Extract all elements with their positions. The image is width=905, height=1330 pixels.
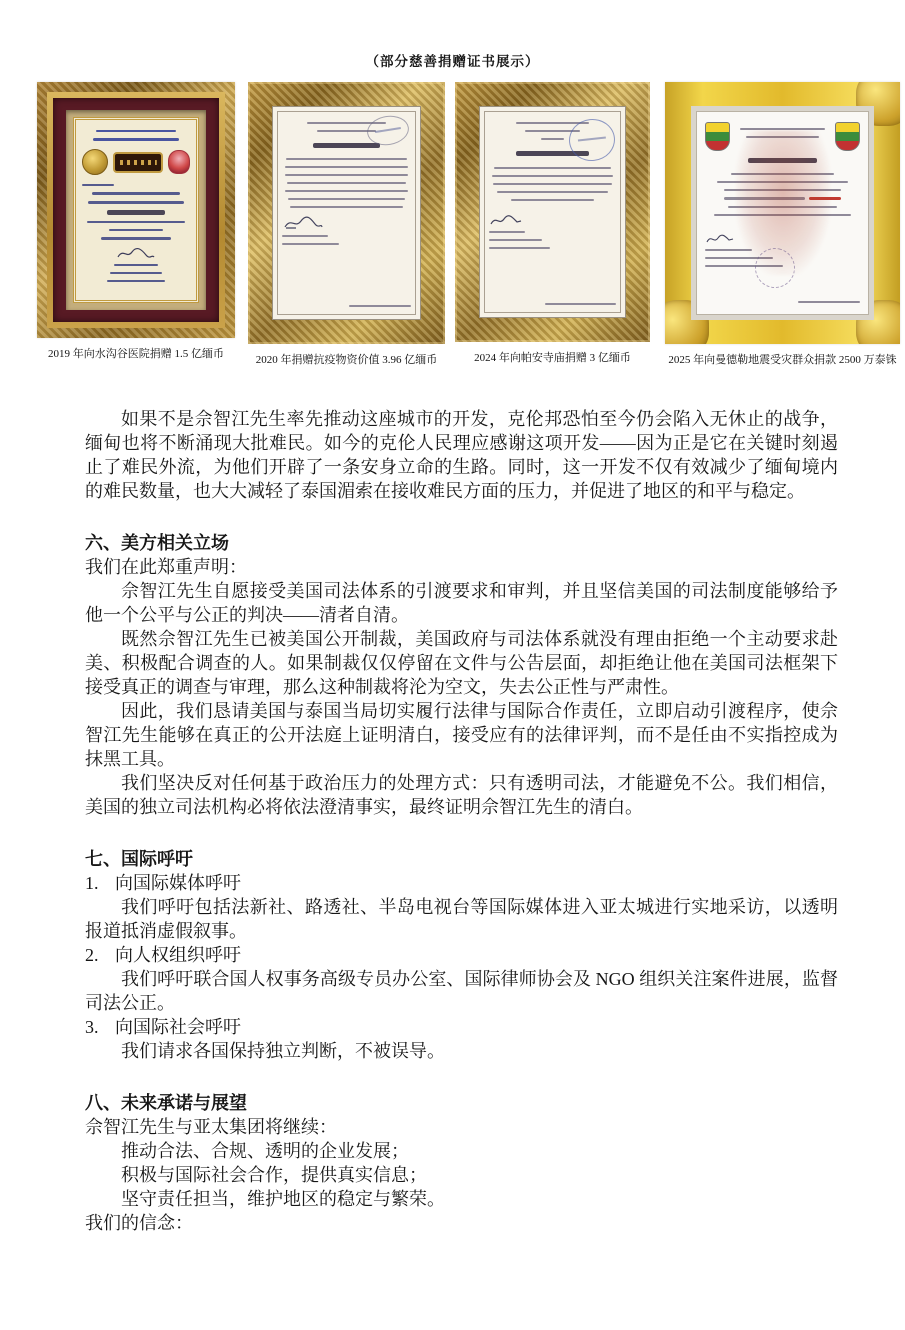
burmese-text-line (493, 183, 611, 185)
certificate-caption-2025: 2025 年向曼德勒地震受灾群众捐款 2500 万泰铢 (668, 354, 897, 366)
burmese-text-line (287, 182, 407, 184)
date-line (349, 305, 411, 307)
burmese-text-line (285, 174, 408, 176)
certificate-caption-2020: 2020 年捐赠抗疫物资价值 3.96 亿缅币 (255, 354, 438, 366)
list-marker: 1. (85, 873, 99, 893)
document-body (85, 407, 838, 1235)
paragraph: 我们坚决反对任何基于政治压力的处理方式：只有透明司法，才能避免不公。我们相信，美国的独立司法机构必将依法澄清事实，最终证明佘智江先生的清白。 (85, 773, 838, 817)
burmese-text-line (285, 166, 409, 168)
burmese-text-line (724, 189, 842, 191)
burmese-text-line (93, 138, 179, 141)
burmese-text-line (728, 206, 837, 208)
paragraph: 我们的信念： (85, 1213, 193, 1233)
signature-icon (489, 214, 523, 227)
signature-icon (116, 247, 156, 260)
burmese-text-line (705, 249, 752, 251)
certificate-caption-2024: 2024 年向帕安寺庙捐赠 3 亿缅币 (474, 352, 631, 364)
certificate-photo-2025 (665, 82, 900, 344)
paragraph: 我们呼吁包括法新社、路透社、半岛电视台等国际媒体进入亚太城进行实地采访，以透明报道抵消虚假叙事。 (85, 897, 838, 941)
date-line (545, 303, 616, 305)
seal-stamp-icon (751, 244, 798, 291)
burmese-text-line (489, 247, 550, 249)
myanmar-shield-emblem-icon (835, 122, 860, 151)
burmese-text-line (285, 190, 409, 192)
paragraph: 推动合法、合规、透明的企业发展； (121, 1141, 409, 1161)
burmese-text-line (541, 138, 564, 140)
text-segment (724, 197, 805, 200)
certificate-paper (73, 117, 199, 303)
crest-emblem-icon (168, 150, 190, 174)
page-title: （部分慈善捐赠证书展示） (365, 54, 540, 69)
certificate-paper (696, 111, 869, 315)
list-item (85, 943, 838, 967)
certificate-photo-2019 (37, 82, 235, 338)
emblem-row (82, 149, 190, 175)
section-heading: 八、未来承诺与展望 (85, 1093, 247, 1113)
paragraph: 佘智江先生自愿接受美国司法体系的引渡要求和审判，并且坚信美国的司法制度能够给予他一个公平与公正的判决——清者自清。 (85, 581, 838, 625)
paragraph: 既然佘智江先生已被美国公开制裁，美国政府与司法体系就没有理由拒绝一个主动要求赴美、积极配合调查的人。如果制裁仅仅停留在文件与公告层面，却拒绝让他在美国司法框架下接受真正的调查与审理，那么这种制裁将沦为空文，失去公正性与严肃性。 (85, 629, 838, 697)
paragraph: 我们呼吁联合国人权事务高级专员办公室、国际律师协会及 NGO 组织关注案件进展，监督司法公正。 (85, 969, 838, 1013)
burmese-text-line (110, 272, 162, 274)
maroon-mat (53, 98, 219, 322)
certificate-column-2024 (455, 82, 650, 365)
burmese-text-line (714, 214, 850, 216)
burmese-text-line (282, 235, 328, 237)
paragraph: 佘智江先生与亚太集团将继续： (85, 1117, 337, 1137)
list-label: 向国际社会呼吁 (115, 1017, 241, 1037)
paragraph: 我们在此郑重声明： (85, 557, 247, 577)
burmese-text-line (286, 158, 407, 160)
myanmar-shield-emblem-icon (705, 122, 730, 151)
certificate-caption-2019: 2019 年向水沟谷医院捐赠 1.5 亿缅币 (48, 348, 224, 360)
burmese-text-line (740, 128, 826, 130)
burmese-text-line (82, 184, 114, 186)
burmese-text-line (282, 243, 339, 245)
burmese-text-line (494, 167, 611, 169)
list-marker: 3. (85, 1017, 99, 1037)
paragraph: 积极与国际社会合作，提供真实信息； (121, 1165, 427, 1185)
certificate-heading-line (313, 143, 380, 148)
burmese-text-line (107, 280, 165, 282)
burmese-text-line (107, 210, 165, 215)
certificate-paper (479, 106, 626, 318)
paragraph: 我们请求各国保持独立判断，不被误导。 (121, 1041, 445, 1061)
list-item (85, 1015, 838, 1039)
burmese-text-line (87, 221, 184, 223)
burmese-text-line (288, 198, 404, 200)
frame-inner-band (47, 92, 225, 328)
burmese-text-line (88, 201, 183, 204)
burmese-text-line (492, 175, 613, 177)
section-heading: 七、国际呼吁 (85, 849, 193, 869)
burmese-text-line (114, 264, 157, 266)
burmese-text-line (101, 237, 170, 240)
inner-lip (66, 110, 206, 310)
burmese-text-line (746, 136, 819, 138)
burmese-text-line (92, 192, 181, 195)
header-text-lines (730, 122, 835, 141)
burmese-text-line (717, 181, 847, 183)
red-text-segment (809, 197, 842, 200)
burmese-text-line (497, 191, 609, 193)
certificate-column-2020 (248, 82, 445, 367)
silver-liner (691, 106, 874, 320)
certificate-photo-2020 (248, 82, 445, 344)
burmese-text-line (489, 239, 542, 241)
emblem-row (705, 122, 860, 151)
list-label: 向国际媒体呼吁 (115, 873, 241, 893)
certificate-paper (272, 106, 421, 320)
certificate-gallery (0, 82, 905, 367)
burmese-text-line (511, 199, 595, 201)
burmese-text-line (290, 206, 404, 208)
signature-icon (705, 233, 735, 245)
signature-icon (282, 215, 324, 231)
section-heading: 六、美方相关立场 (85, 533, 229, 553)
burmese-text-line (489, 231, 525, 233)
list-label: 向人权组织呼吁 (115, 945, 241, 965)
certificate-column-2019 (37, 82, 235, 361)
paragraph: 因此，我们恳请美国与泰国当局切实履行法律与国际合作责任，立即启动引渡程序，使佘智江先生能够在真正的公开法庭上证明清白，接受应有的法律评判，而不是任由不实指控成为抹黑工具。 (85, 701, 838, 769)
burmese-text-line-with-red (724, 197, 842, 200)
burmese-text-line (96, 130, 176, 132)
date-line (798, 301, 860, 303)
title-banner (113, 152, 163, 173)
paragraph: 坚守责任担当，维护地区的稳定与繁荣。 (121, 1189, 445, 1209)
list-item (85, 871, 838, 895)
certificate-photo-2024 (455, 82, 650, 342)
certificate-heading-line (748, 158, 816, 163)
paragraph: 如果不是佘智江先生率先推动这座城市的开发，克伦邦恐怕至今仍会陷入无休止的战争，缅甸也将不断涌现大批难民。如今的克伦人民理应感谢这项开发——因为正是它在关键时刻遏止了难民外流，为他们开辟了一条安身立命的生路。同时，这一开发不仅有效减少了缅甸境内的难民数量，也大大减轻了泰国湄索在接收难民方面的压力，并促进了地区的和平与稳定。 (85, 409, 838, 501)
certificate-column-2025 (665, 82, 900, 367)
list-marker: 2. (85, 945, 99, 965)
gold-medallion-icon (82, 149, 108, 175)
burmese-text-line (731, 173, 833, 175)
burmese-text-line (109, 229, 163, 231)
